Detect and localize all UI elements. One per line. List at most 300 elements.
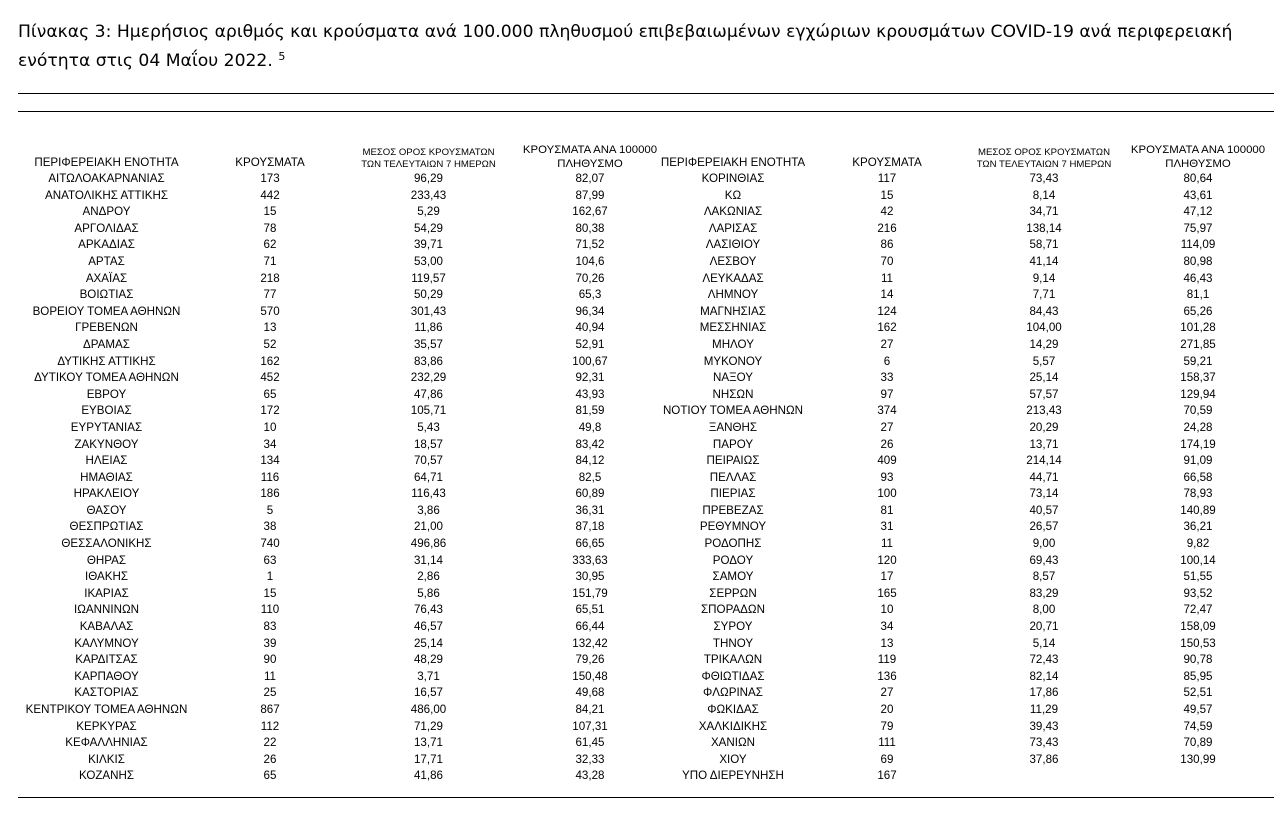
- table-row: [660, 354, 1276, 371]
- per100k-cell: 70,89: [1183, 736, 1213, 750]
- table-row: [18, 204, 668, 221]
- region-cell: ΣΑΜΟΥ: [712, 570, 754, 584]
- col-header-avg7-line1: ΜΕΣΟΣ ΟΡΟΣ ΚΡΟΥΣΜΑΤΩΝ: [362, 147, 495, 158]
- region-cell: ΣΠΟΡΑΔΩΝ: [701, 603, 765, 617]
- cases-cell: 69: [880, 752, 894, 766]
- per100k-cell: 92,31: [575, 371, 605, 385]
- avg7-cell: 40,57: [1029, 503, 1059, 517]
- avg7-cell: 5,29: [417, 205, 440, 219]
- avg7-cell: 57,57: [1029, 387, 1059, 401]
- region-cell: ΕΥΡΥΤΑΝΙΑΣ: [70, 420, 143, 434]
- region-cell: ΜΗΛΟΥ: [712, 337, 754, 351]
- region-cell: ΠΡΕΒΕΖΑΣ: [702, 503, 764, 517]
- avg7-cell: 18,57: [413, 437, 443, 451]
- table-row: [18, 387, 668, 404]
- table-row: [660, 685, 1276, 702]
- avg7-cell: 21,00: [413, 520, 443, 534]
- table-row: [18, 503, 668, 520]
- table-row: [18, 188, 668, 205]
- per100k-cell: 61,45: [575, 736, 605, 750]
- cases-cell: 38: [263, 520, 277, 534]
- cases-cell: 27: [880, 686, 894, 700]
- per100k-cell: 59,21: [1183, 354, 1213, 368]
- per100k-cell: 104,6: [575, 254, 605, 268]
- table-row: [18, 171, 668, 188]
- table-row: [660, 254, 1276, 271]
- region-cell: ΣΥΡΟΥ: [713, 620, 753, 634]
- cases-cell: 11: [263, 669, 277, 683]
- per100k-cell: [1120, 768, 1276, 785]
- avg7-cell: 5,43: [417, 420, 440, 434]
- header-rule: [18, 111, 1274, 112]
- right-table-body: [660, 171, 1276, 785]
- cases-cell: 34: [263, 437, 277, 451]
- table-row: [18, 237, 668, 254]
- region-cell: ΜΕΣΣΗΝΙΑΣ: [699, 321, 767, 335]
- table-row: [18, 602, 668, 619]
- avg7-cell: 116,43: [411, 487, 446, 501]
- avg7-cell: 84,43: [1029, 304, 1059, 318]
- avg7-cell: 20,29: [1029, 420, 1059, 434]
- per100k-cell: 82,5: [578, 470, 602, 484]
- col-header-cases: [195, 137, 345, 171]
- avg7-cell: 73,43: [1029, 172, 1059, 185]
- table-row: [660, 636, 1276, 653]
- per100k-cell: 65,26: [1183, 304, 1213, 318]
- avg7-cell: 486,00: [410, 703, 447, 716]
- region-cell: ΥΠΟ ΔΙΕΡΕΥΝΗΣΗ: [682, 769, 784, 783]
- cases-cell: 442: [260, 188, 280, 202]
- table-row: [660, 453, 1276, 470]
- col-header-per100k-line1: ΚΡΟΥΣΜΑΤΑ ΑΝΑ 100000: [1130, 144, 1266, 156]
- per100k-cell: 65,51: [575, 603, 605, 617]
- cases-cell: 83: [263, 620, 277, 634]
- avg7-cell: 11,29: [1029, 703, 1059, 716]
- table-row: [660, 719, 1276, 736]
- avg7-cell: 5,86: [417, 586, 440, 600]
- per100k-cell: 36,31: [575, 503, 605, 517]
- region-cell: ΜΑΓΝΗΣΙΑΣ: [700, 304, 766, 318]
- col-header-region-label: ΠΕΡΙΦΕΡΕΙΑΚΗ ΕΝΟΤΗΤΑ: [660, 156, 806, 169]
- avg7-cell: 47,86: [413, 387, 443, 401]
- per100k-cell: 47,12: [1183, 205, 1213, 219]
- col-header-cases-label: ΚΡΟΥΣΜΑΤΑ: [852, 156, 922, 169]
- avg7-cell: 69,43: [1029, 553, 1059, 567]
- table-row: [660, 204, 1276, 221]
- region-cell: ΚΕΦΑΛΛΗΝΙΑΣ: [65, 736, 148, 750]
- table-row: [660, 602, 1276, 619]
- per100k-cell: 70,59: [1183, 404, 1213, 418]
- per100k-cell: 51,55: [1183, 570, 1213, 584]
- region-cell: ΚΑΣΤΟΡΙΑΣ: [74, 686, 139, 700]
- cases-cell: 33: [880, 371, 894, 385]
- table-row: [18, 437, 668, 454]
- region-cell: ΘΕΣΠΡΩΤΙΑΣ: [69, 520, 144, 534]
- cases-cell: 81: [880, 503, 894, 517]
- col-header-per100k: [1120, 137, 1276, 171]
- avg7-cell: 58,71: [1029, 238, 1059, 252]
- avg7-cell: 20,71: [1029, 620, 1059, 634]
- cases-cell: 100: [877, 487, 897, 501]
- per100k-cell: 132,42: [572, 636, 608, 650]
- avg7-cell: 41,14: [1029, 254, 1059, 268]
- region-cell: ΦΩΚΙΔΑΣ: [707, 703, 759, 716]
- avg7-cell: 82,14: [1029, 669, 1059, 683]
- cases-cell: 867: [260, 703, 280, 716]
- cases-cell: 17: [880, 570, 894, 584]
- avg7-cell: 5,14: [1032, 636, 1056, 650]
- cases-cell: 39: [263, 636, 277, 650]
- cases-cell: 27: [880, 420, 894, 434]
- per100k-cell: 78,93: [1183, 487, 1213, 501]
- region-cell: ΚΑΡΔΙΤΣΑΣ: [75, 653, 138, 667]
- table-row: [660, 403, 1276, 420]
- region-cell: ΛΕΣΒΟΥ: [709, 254, 757, 268]
- cases-cell: 78: [263, 221, 277, 235]
- cases-cell: 65: [263, 769, 277, 783]
- table-row: [18, 271, 668, 288]
- table-row: [18, 337, 668, 354]
- region-cell: ΖΑΚΥΝΘΟΥ: [74, 437, 139, 451]
- per100k-cell: 40,94: [575, 321, 605, 335]
- region-cell: ΗΡΑΚΛΕΙΟΥ: [73, 487, 140, 501]
- avg7-cell: 119,57: [411, 271, 446, 285]
- per100k-cell: 70,26: [575, 271, 605, 285]
- col-header-per100k: [512, 137, 668, 171]
- avg7-cell: 46,57: [413, 620, 443, 634]
- per100k-cell: 49,8: [578, 420, 602, 434]
- per100k-cell: 80,64: [1183, 172, 1213, 185]
- region-cell: ΜΥΚΟΝΟΥ: [703, 354, 763, 368]
- cases-cell: 740: [260, 537, 280, 551]
- per100k-cell: 101,28: [1180, 321, 1216, 335]
- table-row: [18, 304, 668, 321]
- table-row: [660, 287, 1276, 304]
- avg7-cell: 35,57: [413, 337, 443, 351]
- per100k-cell: 140,89: [1180, 503, 1216, 517]
- table-row: [660, 586, 1276, 603]
- region-cell: ΡΟΔΟΥ: [712, 553, 754, 567]
- avg7-cell: 3,71: [417, 669, 440, 683]
- avg7-cell: 31,14: [413, 553, 443, 567]
- region-cell: ΒΟΡΕΙΟΥ ΤΟΜΕΑ ΑΘΗΝΩΝ: [32, 304, 181, 318]
- region-cell: ΚΙΛΚΙΣ: [88, 752, 125, 766]
- region-cell: ΛΑΚΩΝΙΑΣ: [703, 205, 763, 219]
- table-row: [18, 752, 668, 769]
- table-row: [660, 337, 1276, 354]
- avg7-cell: 8,57: [1032, 570, 1056, 584]
- table-row: [660, 553, 1276, 570]
- cases-cell: 173: [260, 172, 280, 185]
- cases-cell: 22: [263, 736, 277, 750]
- avg7-cell: 73,14: [1029, 487, 1059, 501]
- region-cell: ΡΕΘΥΜΝΟΥ: [699, 520, 767, 534]
- cases-cell: 216: [877, 221, 897, 235]
- avg7-cell: 64,71: [413, 470, 443, 484]
- cases-cell: 119: [877, 653, 897, 667]
- avg7-cell: 8,14: [1032, 188, 1056, 202]
- cases-cell: 79: [880, 719, 894, 733]
- table-caption: [18, 18, 1280, 76]
- table-row: [660, 271, 1276, 288]
- table-row: [660, 519, 1276, 536]
- avg7-cell: 232,29: [410, 371, 447, 385]
- avg7-cell: 48,29: [413, 653, 443, 667]
- table-row: [18, 287, 668, 304]
- per100k-cell: 65,3: [578, 288, 602, 302]
- avg7-cell: 3,86: [417, 503, 440, 517]
- per100k-cell: 96,34: [575, 304, 605, 318]
- cases-cell: 167: [877, 769, 897, 783]
- avg7-cell: 25,14: [1029, 371, 1059, 385]
- table-row: [660, 536, 1276, 553]
- per100k-cell: 150,53: [1180, 636, 1216, 650]
- cases-cell: 120: [877, 553, 897, 567]
- avg7-cell: 213,43: [1026, 404, 1062, 418]
- col-header-avg7-line2: ΤΩΝ ΤΕΛΕΥΤΑΙΩΝ 7 ΗΜΕΡΩΝ: [976, 159, 1112, 170]
- avg7-cell: 14,29: [1029, 337, 1059, 351]
- per100k-cell: 66,58: [1183, 470, 1213, 484]
- avg7-cell: 83,29: [1029, 586, 1059, 600]
- per100k-cell: 75,97: [1183, 221, 1213, 235]
- table-row: [18, 719, 668, 736]
- per100k-cell: 151,79: [572, 586, 608, 600]
- avg7-cell: 41,86: [413, 769, 443, 783]
- region-cell: ΔΥΤΙΚΟΥ ΤΟΜΕΑ ΑΘΗΝΩΝ: [34, 371, 179, 385]
- table-row: [660, 669, 1276, 686]
- per100k-cell: 100,14: [1180, 553, 1216, 567]
- per100k-cell: 150,48: [572, 669, 608, 683]
- per100k-cell: 100,67: [572, 354, 608, 368]
- table-row: [660, 768, 1276, 785]
- per100k-cell: 74,59: [1183, 719, 1213, 733]
- avg7-cell: 104,00: [1026, 321, 1062, 335]
- region-cell: ΝΗΣΩΝ: [712, 387, 754, 401]
- region-cell: ΛΑΡΙΣΑΣ: [708, 221, 758, 235]
- region-cell: ΧΙΟΥ: [719, 752, 747, 766]
- avg7-cell: 233,43: [410, 188, 447, 202]
- avg7-cell: 7,71: [1032, 288, 1056, 302]
- cases-cell: 26: [263, 752, 277, 766]
- region-cell: ΠΕΛΛΑΣ: [709, 470, 757, 484]
- cases-cell: 27: [880, 337, 894, 351]
- table-row: [660, 702, 1276, 719]
- footnote-marker: 5: [278, 50, 286, 63]
- table-row: [660, 437, 1276, 454]
- per100k-cell: 107,31: [572, 719, 608, 733]
- col-header-region: [18, 137, 195, 171]
- table-row: [18, 569, 668, 586]
- avg7-cell: 37,86: [1029, 752, 1059, 766]
- avg7-cell: 83,86: [413, 354, 443, 368]
- per100k-cell: 129,94: [1180, 387, 1216, 401]
- region-cell: ΘΕΣΣΑΛΟΝΙΚΗΣ: [61, 537, 152, 551]
- avg7-cell: 301,43: [410, 304, 447, 318]
- per100k-cell: 85,95: [1183, 669, 1213, 683]
- table-row: [660, 486, 1276, 503]
- table-row: [18, 669, 668, 686]
- region-cell: ΠΑΡΟΥ: [712, 437, 754, 451]
- cases-cell: 93: [880, 470, 894, 484]
- per100k-cell: 130,99: [1180, 752, 1216, 766]
- avg7-cell: 72,43: [1029, 653, 1059, 667]
- table-row: [18, 685, 668, 702]
- region-cell: ΧΑΛΚΙΔΙΚΗΣ: [698, 719, 768, 733]
- per100k-cell: 52,91: [575, 337, 605, 351]
- table-row: [660, 735, 1276, 752]
- table-row: [660, 652, 1276, 669]
- cases-cell: 70: [880, 254, 894, 268]
- table-row: [18, 221, 668, 238]
- avg7-cell: 105,71: [410, 404, 447, 418]
- region-cell: ΒΟΙΩΤΙΑΣ: [79, 288, 134, 302]
- table-row: [18, 453, 668, 470]
- table-row: [660, 370, 1276, 387]
- region-cell: ΗΛΕΙΑΣ: [85, 454, 128, 468]
- table-row: [660, 188, 1276, 205]
- table-row: [18, 652, 668, 669]
- avg7-cell: 17,71: [413, 752, 443, 766]
- region-cell: ΑΧΑΪΑΣ: [85, 271, 128, 285]
- per100k-cell: 82,07: [575, 172, 605, 185]
- cases-cell: 11: [880, 537, 894, 551]
- col-header-region-label: ΠΕΡΙΦΕΡΕΙΑΚΗ ΕΝΟΤΗΤΑ: [34, 156, 179, 169]
- col-header-per100k-line2: ΠΛΗΘΥΣΜΟ: [557, 158, 623, 170]
- cases-cell: 13: [880, 636, 894, 650]
- avg7-cell: 54,29: [413, 221, 443, 235]
- per100k-cell: 174,19: [1180, 437, 1216, 451]
- avg7-cell: 70,57: [413, 454, 443, 468]
- table-row: [660, 619, 1276, 636]
- right-data-table: [660, 137, 1276, 785]
- per100k-cell: 30,95: [575, 570, 605, 584]
- cases-cell: 11: [880, 271, 894, 285]
- table-row: [18, 320, 668, 337]
- cases-cell: 62: [263, 238, 277, 252]
- region-cell: ΤΡΙΚΑΛΩΝ: [703, 653, 763, 667]
- per100k-cell: 43,61: [1183, 188, 1213, 202]
- cases-cell: 25: [263, 686, 277, 700]
- region-cell: ΑΙΤΩΛΟΑΚΑΡΝΑΝΙΑΣ: [48, 172, 165, 185]
- region-cell: ΑΡΚΑΔΙΑΣ: [78, 238, 135, 252]
- cases-cell: 116: [260, 470, 280, 484]
- avg7-cell: 34,71: [1029, 205, 1059, 219]
- region-cell: ΑΝΑΤΟΛΙΚΗΣ ΑΤΤΙΚΗΣ: [44, 188, 168, 202]
- region-cell: ΛΕΥΚΑΔΑΣ: [702, 271, 764, 285]
- region-cell: ΙΚΑΡΙΑΣ: [84, 586, 129, 600]
- cases-cell: 134: [260, 454, 280, 468]
- table-row: [18, 254, 668, 271]
- region-cell: ΚΟΡΙΝΘΙΑΣ: [701, 172, 765, 185]
- region-cell: ΠΕΙΡΑΙΩΣ: [706, 454, 760, 468]
- avg7-cell: 26,57: [1029, 520, 1059, 534]
- per100k-cell: 66,44: [575, 620, 605, 634]
- col-header-avg7: [345, 137, 512, 171]
- cases-cell: 42: [880, 205, 894, 219]
- per100k-cell: 72,47: [1183, 603, 1213, 617]
- per100k-cell: 81,1: [1186, 288, 1210, 302]
- region-cell: ΕΒΡΟΥ: [86, 387, 127, 401]
- col-header-avg7-line2: ΤΩΝ ΤΕΛΕΥΤΑΙΩΝ 7 ΗΜΕΡΩΝ: [361, 159, 496, 170]
- avg7-cell: 2,86: [417, 570, 440, 584]
- cases-cell: 14: [880, 288, 894, 302]
- avg7-cell: 9,14: [1032, 271, 1056, 285]
- per100k-cell: 81,59: [575, 404, 605, 418]
- per100k-cell: 91,09: [1183, 454, 1213, 468]
- region-cell: ΑΝΔΡΟΥ: [82, 205, 131, 219]
- col-header-per100k-line2: ΠΛΗΘΥΣΜΟ: [1165, 158, 1231, 170]
- region-cell: ΚΑΡΠΑΘΟΥ: [74, 669, 139, 683]
- cases-cell: 34: [880, 620, 894, 634]
- cases-cell: 124: [877, 304, 897, 318]
- table-row: [660, 569, 1276, 586]
- table-row: [660, 320, 1276, 337]
- region-cell: ΠΙΕΡΙΑΣ: [710, 487, 756, 501]
- per100k-cell: 9,82: [1186, 537, 1210, 551]
- per100k-cell: 158,09: [1180, 620, 1216, 634]
- region-cell: ΡΟΔΟΠΗΣ: [704, 537, 762, 551]
- cases-cell: 5: [266, 503, 274, 517]
- table-row: [18, 768, 668, 785]
- region-cell: ΔΥΤΙΚΗΣ ΑΤΤΙΚΗΣ: [57, 354, 156, 368]
- cases-cell: 570: [260, 304, 280, 318]
- per100k-cell: 84,21: [575, 703, 605, 716]
- avg7-cell: [968, 768, 1120, 785]
- avg7-cell: 71,29: [413, 719, 443, 733]
- region-cell: ΚΕΝΤΡΙΚΟΥ ΤΟΜΕΑ ΑΘΗΝΩΝ: [25, 703, 188, 716]
- cases-cell: 136: [877, 669, 897, 683]
- cases-cell: 218: [260, 271, 280, 285]
- cases-cell: 15: [263, 586, 277, 600]
- cases-cell: 15: [263, 205, 277, 219]
- avg7-cell: 39,71: [413, 238, 443, 252]
- table-row: [660, 237, 1276, 254]
- col-header-cases: [806, 137, 968, 171]
- avg7-cell: 44,71: [1029, 470, 1059, 484]
- per100k-cell: 162,67: [572, 205, 608, 219]
- cases-cell: 165: [877, 586, 897, 600]
- left-data-table: [18, 137, 668, 785]
- region-cell: ΚΟΖΑΝΗΣ: [78, 769, 135, 783]
- cases-cell: 172: [260, 404, 280, 418]
- table-row: [18, 702, 668, 719]
- region-cell: ΝΟΤΙΟΥ ΤΟΜΕΑ ΑΘΗΝΩΝ: [662, 404, 804, 418]
- table-row: [18, 403, 668, 420]
- avg7-cell: 138,14: [1026, 221, 1062, 235]
- col-header-cases-label: ΚΡΟΥΣΜΑΤΑ: [235, 156, 305, 169]
- region-cell: ΚΑΒΑΛΑΣ: [79, 620, 134, 634]
- avg7-cell: 9,00: [1032, 537, 1056, 551]
- col-header-region: [660, 137, 806, 171]
- table-row: [18, 735, 668, 752]
- cases-cell: 374: [877, 404, 897, 418]
- cases-cell: 10: [880, 603, 894, 617]
- avg7-cell: 496,86: [410, 537, 447, 551]
- per100k-cell: 333,63: [572, 553, 608, 567]
- col-header-avg7-line1: ΜΕΣΟΣ ΟΡΟΣ ΚΡΟΥΣΜΑΤΩΝ: [977, 147, 1111, 158]
- table-row: [18, 553, 668, 570]
- region-cell: ΗΜΑΘΙΑΣ: [80, 470, 133, 484]
- table-row: [18, 486, 668, 503]
- avg7-cell: 96,29: [413, 172, 443, 185]
- region-cell: ΛΗΜΝΟΥ: [707, 288, 759, 302]
- per100k-cell: 158,37: [1180, 371, 1216, 385]
- cases-cell: 112: [260, 719, 280, 733]
- cases-cell: 31: [880, 520, 894, 534]
- table-row: [660, 752, 1276, 769]
- per100k-cell: 93,52: [1183, 586, 1213, 600]
- per100k-cell: 90,78: [1183, 653, 1213, 667]
